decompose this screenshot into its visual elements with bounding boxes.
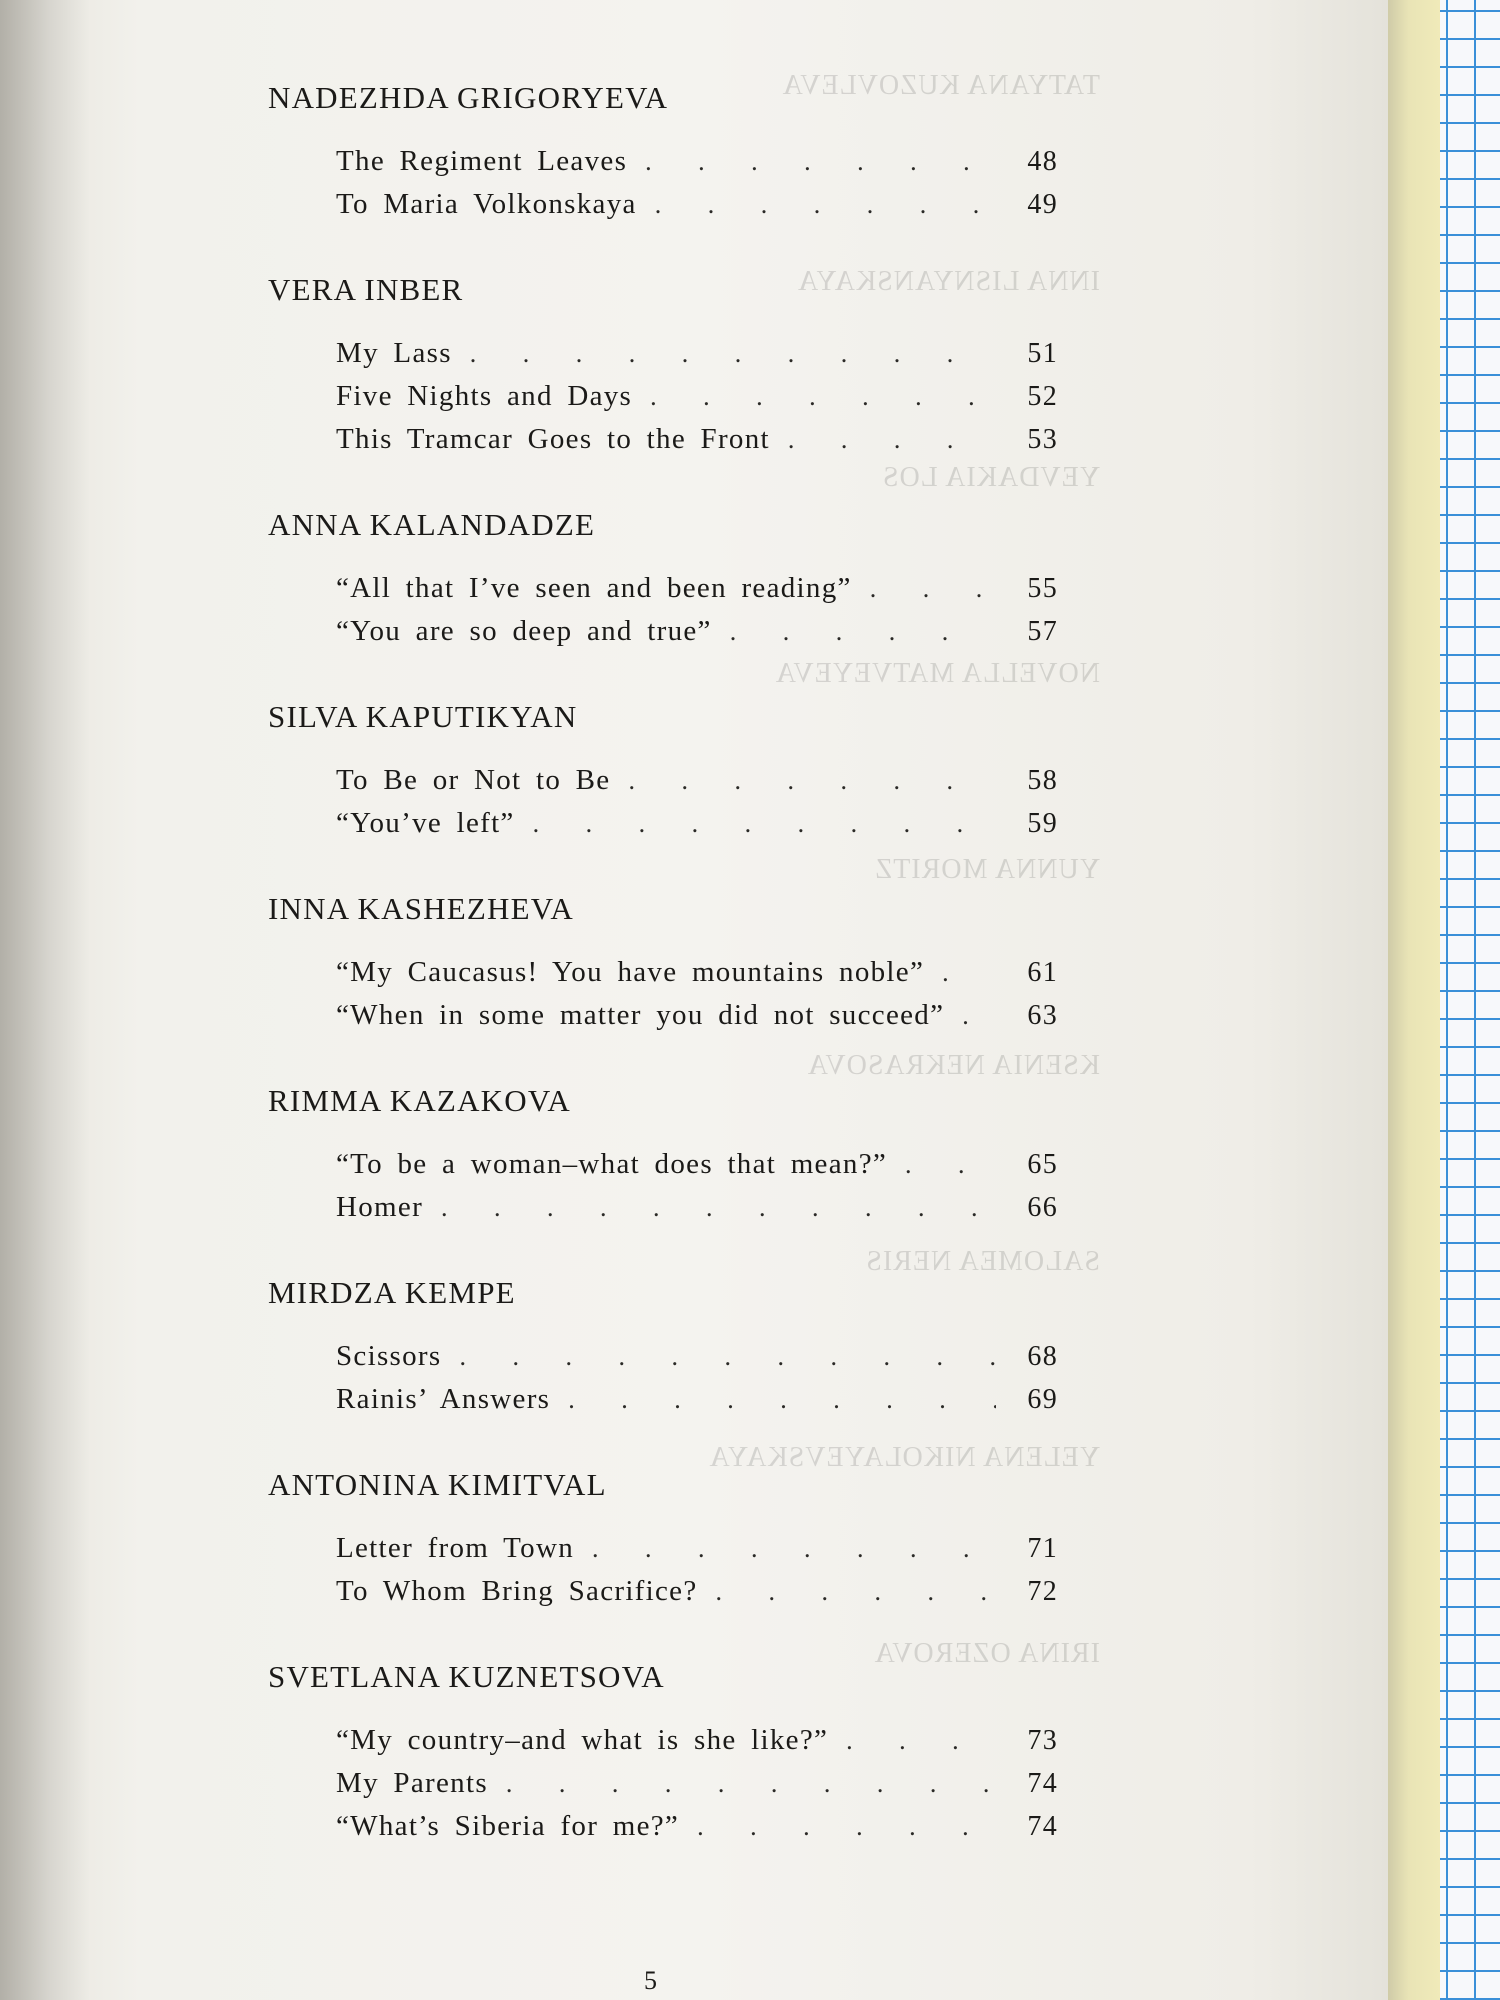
toc-section — [268, 889, 1058, 1037]
entry-list — [268, 1527, 1058, 1613]
poem-title: My Parents — [336, 1767, 488, 1799]
poem-title: This Tramcar Goes to the Front — [336, 423, 770, 455]
toc-entry — [336, 610, 1058, 653]
dot-leader — [962, 994, 996, 1037]
poem-title: Rainis’ Answers — [336, 1383, 551, 1415]
toc-section — [268, 1081, 1058, 1229]
next-page-edge — [1388, 0, 1440, 2000]
page-number-ref: 69 — [1027, 1384, 1058, 1415]
dot-leader — [846, 1719, 996, 1762]
toc-section — [268, 1657, 1058, 1848]
dot-leader — [506, 1762, 996, 1805]
dot-leader — [788, 418, 996, 461]
author-heading: MIRDZA KEMPE — [268, 1275, 516, 1310]
toc-entry — [336, 1527, 1058, 1570]
page-number-ref: 51 — [1027, 338, 1058, 369]
toc-entry — [336, 1762, 1058, 1805]
poem-title: Scissors — [336, 1340, 442, 1372]
page-number: 5 — [644, 1966, 657, 1995]
page-number-ref: 57 — [1027, 616, 1058, 647]
dot-leader — [645, 140, 996, 183]
page-number-ref: 74 — [1027, 1811, 1058, 1842]
poem-title: My Lass — [336, 337, 452, 369]
page-number-ref: 58 — [1027, 765, 1058, 796]
toc-entry — [336, 140, 1058, 183]
toc-entry — [336, 1570, 1058, 1613]
author-heading: ANNA KALANDADZE — [268, 507, 596, 542]
author-heading: INNA KASHEZHEVA — [268, 891, 574, 926]
entry-list — [268, 567, 1058, 653]
author-heading: SILVA KAPUTIKYAN — [268, 699, 578, 734]
dot-leader — [942, 951, 996, 994]
poem-title: “You are so deep and true” — [336, 615, 712, 647]
toc-entry — [336, 802, 1058, 845]
page-number-ref: 72 — [1027, 1576, 1058, 1607]
page-number-ref: 68 — [1027, 1341, 1058, 1372]
poem-title: The Regiment Leaves — [336, 145, 628, 177]
entry-list — [268, 332, 1058, 461]
poem-title: To Maria Volkonskaya — [336, 188, 637, 220]
entry-list — [268, 759, 1058, 845]
toc-section — [268, 697, 1058, 845]
toc-entry — [336, 418, 1058, 461]
poem-title: “All that I’ve seen and been reading” — [336, 572, 852, 604]
page-number-ref: 49 — [1027, 189, 1058, 220]
entry-list — [268, 951, 1058, 1037]
page-number-ref: 48 — [1027, 146, 1058, 177]
page-number-ref: 74 — [1027, 1768, 1058, 1799]
bleed-through-text: TATYANA KUZOVLEVA INNA LISNYANSKAYA YEVDAKIA LOS NOVELLA MATVEYEVA YUNNA MORITZ KSENIA NEKRASOVA SALOMEA NERIS YELENA NIKOLAYEVSKAYA IRINA OZEROVA — [708, 70, 1100, 1669]
toc-section — [268, 1273, 1058, 1421]
dot-leader — [592, 1527, 996, 1570]
poem-title: “You’ve left” — [336, 807, 515, 839]
dot-leader — [870, 567, 996, 610]
poem-title: To Whom Bring Sacrifice? — [336, 1575, 698, 1607]
toc-entry — [336, 183, 1058, 226]
entry-list — [268, 140, 1058, 226]
page-number-ref: 52 — [1027, 381, 1058, 412]
toc-entry — [336, 759, 1058, 802]
poem-title: Letter from Town — [336, 1532, 575, 1564]
page-number-ref: 55 — [1027, 573, 1058, 604]
toc-entry — [336, 994, 1058, 1037]
toc-entry — [336, 1805, 1058, 1848]
page-number-ref: 63 — [1027, 1000, 1058, 1031]
dot-leader — [730, 610, 996, 653]
dot-leader — [697, 1805, 996, 1848]
dot-leader — [568, 1378, 996, 1421]
page-number-ref: 73 — [1027, 1725, 1058, 1756]
toc-entry — [336, 1378, 1058, 1421]
toc-entry — [336, 1719, 1058, 1762]
poem-title: “What’s Siberia for me?” — [336, 1810, 680, 1842]
page-number-ref: 53 — [1027, 424, 1058, 455]
toc-section — [268, 270, 1058, 461]
dot-leader — [716, 1570, 996, 1613]
grid-paper-background — [1440, 0, 1500, 2000]
entry-list — [268, 1335, 1058, 1421]
toc-section — [268, 78, 1058, 226]
page-number-ref: 71 — [1027, 1533, 1058, 1564]
poem-title: Five Nights and Days — [336, 380, 633, 412]
toc-entry — [336, 375, 1058, 418]
dot-leader — [628, 759, 996, 802]
dot-leader — [655, 183, 996, 226]
table-of-contents — [268, 78, 1058, 1848]
dot-leader — [470, 332, 996, 375]
author-heading: SVETLANA KUZNETSOVA — [268, 1659, 665, 1694]
page-number-ref: 59 — [1027, 808, 1058, 839]
author-heading: RIMMA KAZAKOVA — [268, 1083, 572, 1118]
dot-leader — [533, 802, 996, 845]
poem-title: “When in some matter you did not succeed” — [336, 999, 945, 1031]
toc-entry — [336, 1186, 1058, 1229]
poem-title: To Be or Not to Be — [336, 764, 611, 796]
toc-entry — [336, 951, 1058, 994]
gutter-shadow — [0, 0, 90, 2000]
page-number-ref: 66 — [1027, 1192, 1058, 1223]
page-number-ref: 61 — [1027, 957, 1058, 988]
author-heading: VERA INBER — [268, 272, 464, 307]
poem-title: “My country–and what is she like?” — [336, 1724, 829, 1756]
poem-title: Homer — [336, 1191, 424, 1223]
toc-entry — [336, 1335, 1058, 1378]
author-heading: NADEZHDA GRIGORYEVA — [268, 80, 669, 115]
dot-leader — [459, 1335, 996, 1378]
toc-entry — [336, 567, 1058, 610]
toc-entry — [336, 1143, 1058, 1186]
poem-title: “My Caucasus! You have mountains noble” — [336, 956, 925, 988]
toc-section — [268, 505, 1058, 653]
toc-section — [268, 1465, 1058, 1613]
poem-title: “To be a woman–what does that mean?” — [336, 1148, 888, 1180]
entry-list — [268, 1143, 1058, 1229]
entry-list — [268, 1719, 1058, 1848]
page-number-ref: 65 — [1027, 1149, 1058, 1180]
author-heading: ANTONINA KIMITVAL — [268, 1467, 607, 1502]
dot-leader — [441, 1186, 996, 1229]
toc-entry — [336, 332, 1058, 375]
dot-leader — [905, 1143, 996, 1186]
dot-leader — [650, 375, 996, 418]
